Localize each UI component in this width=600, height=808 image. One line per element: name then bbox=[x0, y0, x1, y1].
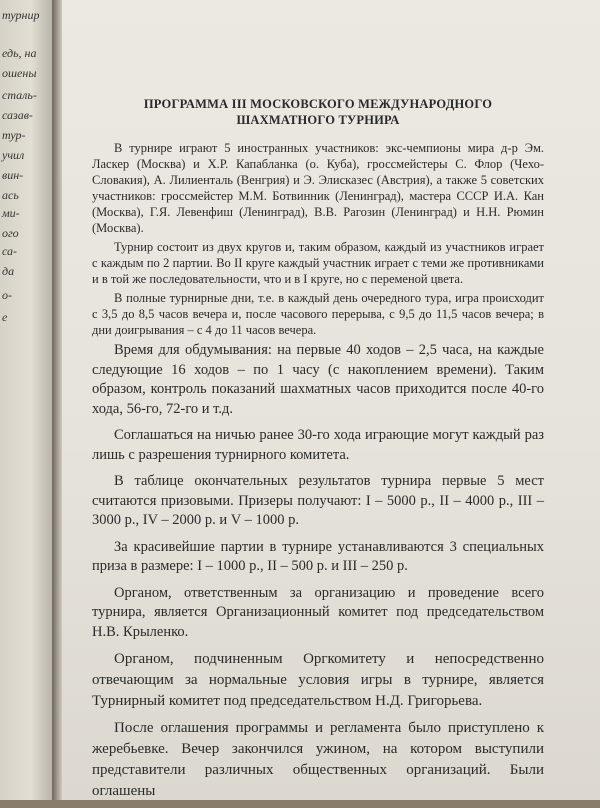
title-line: ПРОГРАММА III МОСКОВСКОГО МЕЖДУНАРОДНОГО bbox=[143, 97, 493, 111]
paragraph-org-committee: Органом, ответственным за организацию и проведение всего турнира, является Организационный комитет под председательством Н.В. Крыленко. bbox=[92, 584, 544, 640]
paragraph-tournament-committee: Органом, подчиненным Оргкомитету и непосредственно отвечающим за нормальные условия игры в турнире, является Турнирный комитет под председательством Н.Д. Григорьева. bbox=[92, 651, 544, 709]
left-page-fragment: турнир bbox=[2, 8, 40, 22]
left-page-fragment: тур- bbox=[2, 128, 26, 142]
left-page-fragment: вин- bbox=[2, 168, 24, 182]
left-page-fragment: да bbox=[2, 264, 15, 278]
left-page-fragment: сталь- bbox=[2, 88, 37, 102]
left-page-fragment: са- bbox=[2, 244, 18, 258]
left-page-fragment: едь, на bbox=[2, 46, 37, 60]
paragraph-draws: Соглашаться на ничью ранее 30-го хода играющие могут каждый раз лишь с разрешения турнирного комитета. bbox=[92, 427, 544, 463]
left-page-fragment: ась bbox=[2, 188, 19, 202]
paragraph-format: Турнир состоит из двух кругов и, таким образом, каждый из участников играет с каждым по 2 партии. Во II круге каждый участник играет с теми же противниками и в той же последовательности, что и в I круге, но с переменой цвета. bbox=[92, 240, 544, 286]
left-page-fragment: ми- bbox=[2, 206, 20, 220]
left-page-fragment: сазав- bbox=[2, 108, 33, 122]
paragraph-prizes: В таблице окончательных результатов турнира первые 5 мест считаются призовыми. Призеры получают: I – 5000 р., II – 4000 р., III – 3000 р., IV – 2000 р. и V – 1000 р. bbox=[92, 473, 544, 528]
paragraph-drawing-of-lots: После оглашения программы и регламента было приступлено к жеребьевке. Вечер закончился ужином, на котором выступили представители различных общественных организаций. Были оглашены bbox=[92, 720, 544, 799]
title-line: ШАХМАТНОГО ТУРНИРА bbox=[236, 113, 400, 127]
page-content bbox=[92, 96, 544, 808]
page-title bbox=[92, 96, 544, 128]
left-page-fragment: ошены bbox=[2, 66, 37, 80]
paragraph-time-control: Время для обдумывания: на первые 40 ходов – 2,5 часа, на каждые следующие 16 ходов – по 1 часу (с накоплением времени). Таким образом, контроль показаний шахматных часов приходится после 40-го хода, 56-го, 72-го и т.д. bbox=[92, 342, 544, 417]
left-page-fragment: е bbox=[2, 310, 8, 324]
book-page bbox=[62, 0, 600, 800]
book-gutter bbox=[52, 0, 62, 800]
left-page-fragment: учил bbox=[2, 148, 25, 162]
left-page-fragment: о- bbox=[2, 288, 12, 302]
left-page-edge bbox=[0, 0, 52, 800]
left-page-fragment: ого bbox=[2, 226, 19, 240]
paragraph-special-prizes: За красивейшие партии в турнире устанавливаются 3 специальных приза в размере: I – 1000 р., II – 500 р. и III – 250 р. bbox=[92, 538, 544, 574]
paragraph-schedule: В полные турнирные дни, т.е. в каждый день очередного тура, игра происходит с 3,5 до 8,5 часов вечера и, после часового перерыва, с 9,5 до 11,5 часов вечера; в дни доигрывания – с 4 до 11 часов вечера. bbox=[92, 291, 544, 337]
paragraph-participants: В турнире играют 5 иностранных участников: экс-чемпионы мира д-р Эм. Ласкер (Москва) и Х.Р. Капабланка (о. Куба), гроссмейстеры С. Флор (Чехо-Словакия), А. Лилиенталь (Венгрия) и Э. Элисказес (Австрия), а также 5 советских участников: гроссмейстер М.М. Ботвинник (Ленинград), мастера СССР И.А. Кан (Москва), Г.Я. Левенфиш (Ленинград), В.В. Рагозин (Ленинград) и Н.Н. Рюмин (Москва). bbox=[92, 141, 544, 235]
